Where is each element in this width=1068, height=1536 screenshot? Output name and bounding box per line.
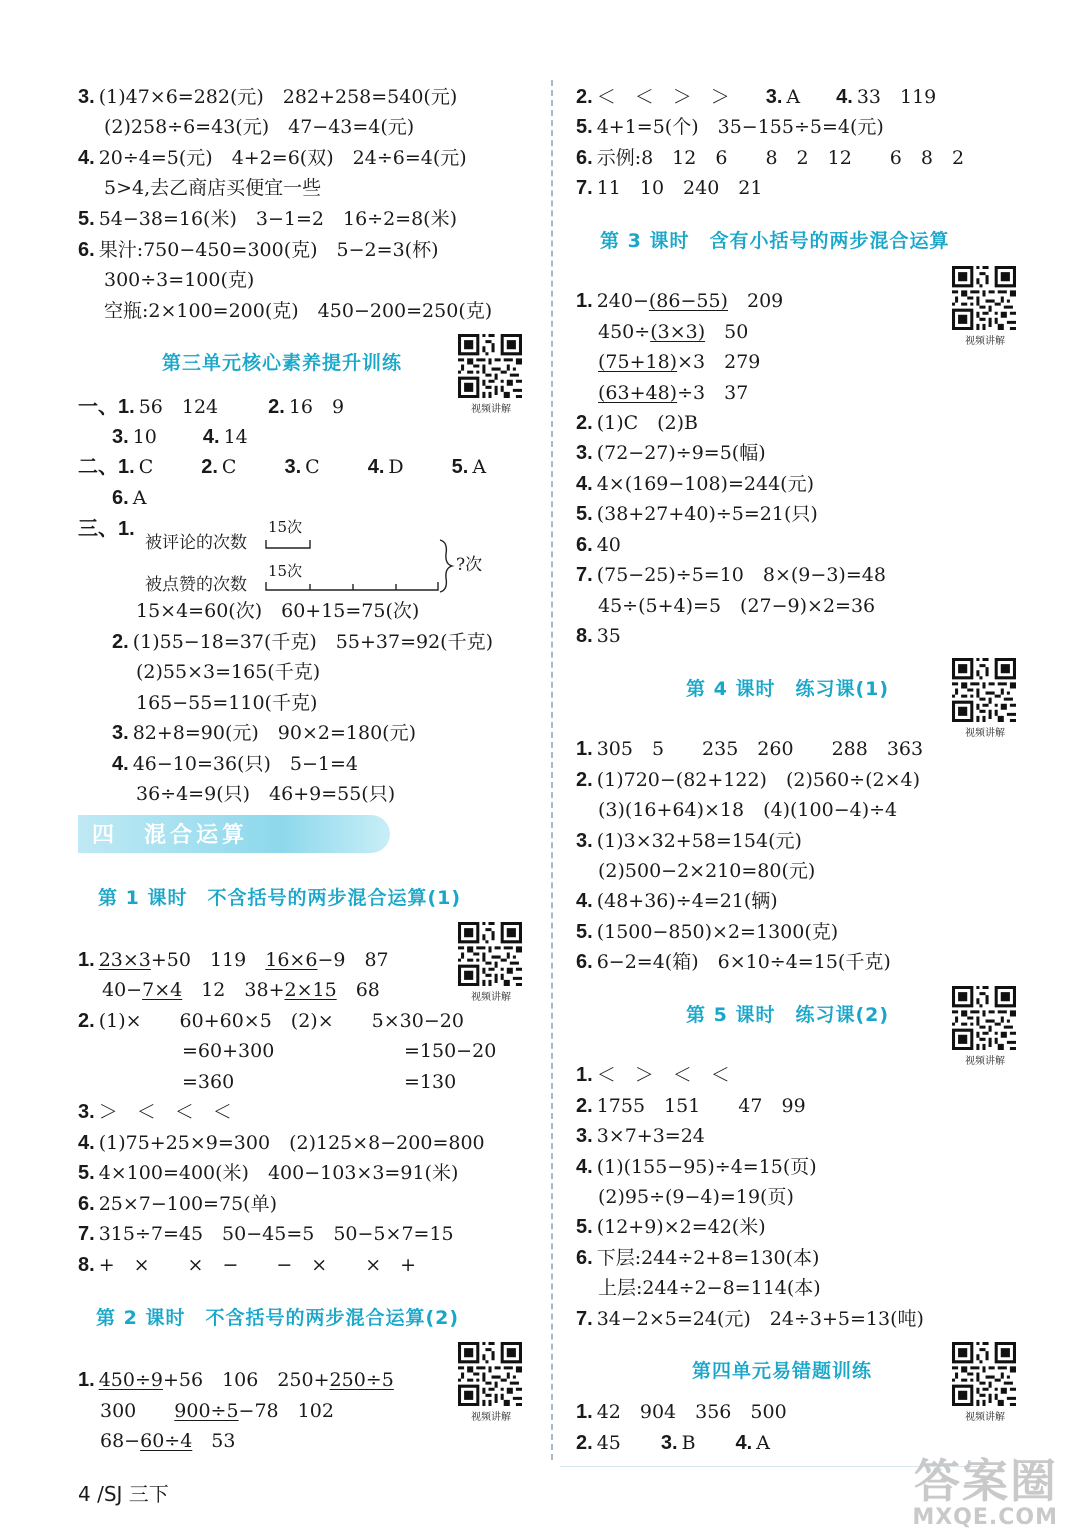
column-divider bbox=[551, 80, 553, 1460]
answer-line: 36÷4=9(只) 46+9=55(只) bbox=[136, 783, 396, 805]
answer-line: 5. 54−38=16(米) 3−1=2 16÷2=8(米) bbox=[78, 208, 458, 230]
answer-line: 6. 25×7−100=75(单) bbox=[78, 1193, 277, 1215]
qr-code[interactable] bbox=[952, 986, 1018, 1067]
qr-code-icon bbox=[952, 986, 1016, 1050]
answer-line: 6. 6−2=4(箱) 6×10÷4=15(千克) bbox=[576, 951, 891, 973]
answer-line: 2. 1755 151 47 99 bbox=[576, 1095, 806, 1117]
answer-line: 45÷(5+4)=5 (27−9)×2=36 bbox=[598, 595, 876, 617]
answer-line: (2)95÷(9−4)=19(页) bbox=[598, 1186, 794, 1208]
answer-line: (2)500−2×210=80(元) bbox=[598, 860, 816, 882]
answer-line: 3. (72−27)÷9=5(幅) bbox=[576, 442, 766, 464]
qr-caption: 视频讲解 bbox=[965, 728, 1005, 739]
answer-line: 7. (75−25)÷5=10 8×(9−3)=48 bbox=[576, 564, 886, 586]
segment-lines bbox=[140, 514, 510, 598]
answer-line: 5. 4×100=400(米) 400−103×3=91(米) bbox=[78, 1162, 459, 1184]
answer-line: 1. 450÷9+56 106 250+250÷5 bbox=[78, 1369, 394, 1391]
qr-code-icon bbox=[952, 266, 1016, 330]
answer-line: 7. 315÷7=45 50−45=5 50−5×7=15 bbox=[78, 1223, 454, 1245]
section-title: 第 3 课时 含有小括号的两步混合运算 bbox=[600, 230, 950, 252]
answer-line: 6. A bbox=[112, 487, 147, 509]
answer-line: 8. 35 bbox=[576, 625, 621, 647]
answer-line: 1. ＜ ＞ ＜ ＜ bbox=[576, 1064, 730, 1086]
qr-caption: 视频讲解 bbox=[471, 1412, 511, 1423]
qr-code[interactable] bbox=[952, 1342, 1018, 1423]
diagram-label: 被评论的次数 bbox=[145, 533, 247, 553]
qr-caption: 视频讲解 bbox=[965, 336, 1005, 347]
answer-line: 上层:244÷2−8=114(本) bbox=[598, 1277, 821, 1299]
diagram-count: 15次 bbox=[268, 562, 303, 580]
answer-line: 2. (1)55−18=37(千克) 55+37=92(千克) bbox=[112, 631, 493, 653]
answer-line: 4. (48+36)÷4=21(辆) bbox=[576, 890, 778, 912]
qr-code-icon bbox=[952, 658, 1016, 722]
answer-line: 2. (1)× 60+60×5 (2)× 5×30−20 bbox=[78, 1010, 464, 1032]
answer-line: 1. 305 5 235 260 288 363 bbox=[576, 738, 924, 760]
answer-line: 300 900÷5−78 102 bbox=[100, 1400, 334, 1422]
answer-line: 一、1. 56 124 2. 16 9 bbox=[78, 396, 345, 418]
answer-line: 4. 20÷4=5(元) 4+2=6(双) 24÷6=4(元) bbox=[78, 147, 467, 169]
answer-line: (2)258÷6=43(元) 47−43=4(元) bbox=[104, 116, 415, 138]
answer-line: 68−60÷4 53 bbox=[100, 1430, 236, 1452]
qr-caption: 视频讲解 bbox=[965, 1056, 1005, 1067]
section-title: 第 4 课时 练习课(1) bbox=[686, 678, 890, 700]
answer-line: 7. 34−2×5=24(元) 24÷3+5=13(吨) bbox=[576, 1308, 924, 1330]
answer-line: 5. (1500−850)×2=1300(克) bbox=[576, 921, 839, 943]
diagram-label: 被点赞的次数 bbox=[145, 575, 247, 595]
answer-line: 3. (1)3×32+58=154(元) bbox=[576, 830, 802, 852]
qr-code[interactable] bbox=[952, 658, 1018, 739]
unit-title: 四 混合运算 bbox=[92, 823, 249, 848]
answer-line: 6. 果汁:750−450=300(克) 5−2=3(杯) bbox=[78, 239, 439, 261]
qr-code-icon bbox=[458, 922, 522, 986]
answer-line: 165−55=110(千克) bbox=[136, 692, 318, 714]
answer-line: (3)(16+64)×18 (4)(100−4)÷4 bbox=[598, 799, 898, 821]
qr-code[interactable] bbox=[458, 922, 524, 1003]
answer-line: (63+48)÷3 37 bbox=[598, 382, 749, 404]
answer-line: 2. (1)720−(82+122) (2)560÷(2×4) bbox=[576, 769, 920, 791]
answer-line: 5. 4+1=5(个) 35−155÷5=4(元) bbox=[576, 116, 884, 138]
answer-line: 5. (38+27+40)÷5=21(只) bbox=[576, 503, 818, 525]
answer-line: 4. (1)75+25×9=300 (2)125×8−200=800 bbox=[78, 1132, 485, 1154]
answer-line: 3. 3×7+3=24 bbox=[576, 1125, 705, 1147]
answer-line: 2. (1)C (2)B bbox=[576, 412, 699, 434]
answer-line: 2. 45 3. B 4. A bbox=[576, 1432, 770, 1454]
answer-line: 1. 42 904 356 500 bbox=[576, 1401, 787, 1423]
qr-code-icon bbox=[458, 1342, 522, 1406]
answer-line: 40−7×4 12 38+2×15 68 bbox=[102, 979, 380, 1001]
answer-line: =130 bbox=[404, 1071, 457, 1093]
section-title: 第 1 课时 不含括号的两步混合运算(1) bbox=[98, 887, 462, 909]
answer-line: 450÷(3×3) 50 bbox=[598, 321, 749, 343]
answer-line: 4. 4×(169−108)=244(元) bbox=[576, 473, 814, 495]
answer-line: 3. ＞ ＜ ＜ ＜ bbox=[78, 1101, 232, 1123]
answer-line: 6. 下层:244÷2+8=130(本) bbox=[576, 1247, 820, 1269]
qr-code[interactable] bbox=[458, 1342, 524, 1423]
answer-line: 6. 示例:8 12 6 8 2 12 6 8 2 bbox=[576, 147, 965, 169]
page-footer: 4 /SJ 三下 bbox=[78, 1482, 169, 1506]
answer-line: =360 bbox=[182, 1071, 235, 1093]
qr-code-icon bbox=[952, 1342, 1016, 1406]
section-title: 第 5 课时 练习课(2) bbox=[686, 1004, 890, 1026]
answer-line: 4. 46−10=36(只) 5−1=4 bbox=[112, 753, 358, 775]
watermark bbox=[912, 1445, 1058, 1530]
answer-line: =60+300 bbox=[182, 1040, 275, 1062]
answer-line: 4. (1)(155−95)÷4=15(页) bbox=[576, 1156, 817, 1178]
watermark-domain: MXQE.COM bbox=[912, 1505, 1058, 1530]
answer-line: =150−20 bbox=[404, 1040, 497, 1062]
watermark-text: 答案圈 bbox=[914, 1454, 1058, 1508]
qr-code[interactable] bbox=[458, 334, 524, 415]
answer-line: 1. 23×3+50 119 16×6−9 87 bbox=[78, 949, 389, 971]
unit-banner bbox=[78, 815, 390, 853]
answer-line: 三、1. bbox=[78, 518, 135, 540]
answer-line: 二、1. C 2. C 3. C 4. D 5. A bbox=[78, 456, 487, 478]
section-title: 第三单元核心素养提升训练 bbox=[162, 352, 403, 374]
section-title: 第 2 课时 不含括号的两步混合运算(2) bbox=[96, 1307, 460, 1329]
answer-line: 空瓶:2×100=200(克) 450−200=250(克) bbox=[104, 300, 493, 322]
qr-caption: 视频讲解 bbox=[965, 1412, 1005, 1423]
answer-line: 6. 40 bbox=[576, 534, 621, 556]
answer-line: 15×4=60(次) 60+15=75(次) bbox=[136, 600, 420, 622]
answer-line: 3. 82+8=90(元) 90×2=180(元) bbox=[112, 722, 416, 744]
answer-line: 7. 11 10 240 21 bbox=[576, 177, 763, 199]
answer-line: 2. ＜ ＜ ＞ ＞ 3. A 4. 33 119 bbox=[576, 86, 937, 108]
diagram-unknown: ?次 bbox=[456, 555, 483, 575]
line-segment-diagram bbox=[140, 514, 510, 598]
answer-line: 300÷3=100(克) bbox=[104, 269, 255, 291]
qr-code-icon bbox=[458, 334, 522, 398]
answer-line: (2)55×3=165(千克) bbox=[136, 661, 321, 683]
answer-line: 8. + × × − − × × + bbox=[78, 1254, 417, 1276]
qr-caption: 视频讲解 bbox=[471, 992, 511, 1003]
section-title: 第四单元易错题训练 bbox=[692, 1360, 873, 1382]
answer-line: (75+18)×3 279 bbox=[598, 351, 761, 373]
qr-caption: 视频讲解 bbox=[471, 404, 511, 415]
answer-line: 5>4,去乙商店买便宜一些 bbox=[104, 177, 322, 199]
qr-code[interactable] bbox=[952, 266, 1018, 347]
diagram-count: 15次 bbox=[268, 518, 303, 536]
answer-line: 3. (1)47×6=282(元) 282+258=540(元) bbox=[78, 86, 458, 108]
answer-line: 1. 240−(86−55) 209 bbox=[576, 290, 784, 312]
answer-line: 3. 10 4. 14 bbox=[112, 426, 248, 448]
answer-line: 5. (12+9)×2=42(米) bbox=[576, 1216, 766, 1238]
